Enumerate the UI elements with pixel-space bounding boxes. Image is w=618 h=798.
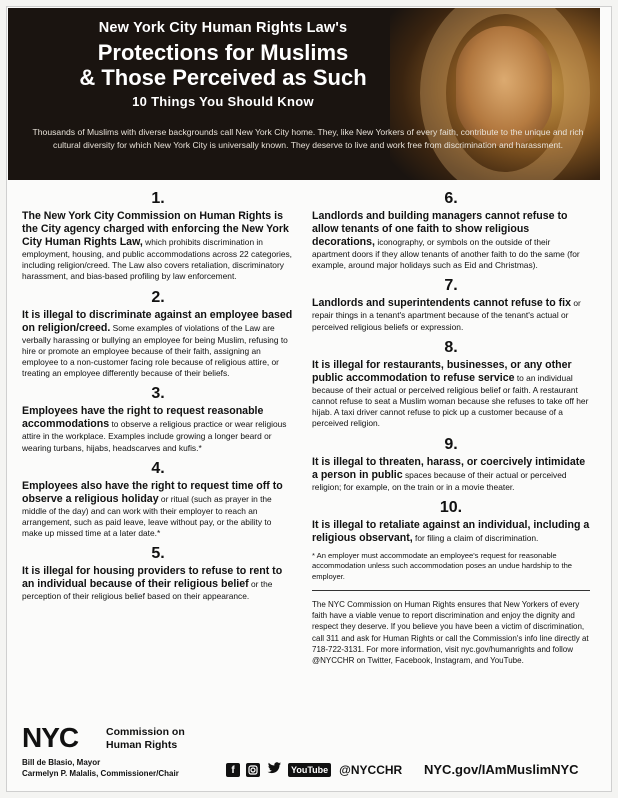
youtube-icon[interactable]: YouTube [288,763,331,777]
item-lead: Employees have the right to request reasonable accommodations [22,405,264,431]
item-lead: It is illegal for restaurants, businesses, or any other public accommodation to refuse service [312,358,572,384]
nyc-logo-text: NYC [22,724,79,750]
item-number: 9. [444,435,458,453]
list-item [22,385,294,453]
list-item [312,339,590,430]
item-body: Some examples of violations of the Law are verbally harassing or bullying an employee for being Muslim, refusing to hire or promote an employee because of their faith, assigning an employee to a non-customer facing role because of religious attire, or treating an employee differently because of their beliefs. [22,322,288,379]
item-number: 5. [151,545,165,563]
commissioner-name: Carmelyn P. Malalis, Commissioner/Chair [22,768,179,778]
campaign-url[interactable]: NYC.gov/IAmMuslimNYC [424,762,579,777]
officials [22,758,179,779]
item-body: to an individual because of their actual or perceived religious belief or faith. A restaurant cannot refuse to seat a Muslim woman because she refuses to take off her hijab. A taxi driver cannot refuse to pick up a customer because of a perceived religion. [312,372,589,429]
header-title-line1: Protections for Muslims [97,40,349,65]
list-item [312,277,590,332]
left-column [22,190,294,609]
twitter-icon[interactable] [266,761,282,780]
commission-name-line1: Commission on [106,726,185,738]
item-lead: Landlords and building managers cannot refuse to allow tenants of one faith to show religious decorations, [312,210,568,248]
item-lead: It is illegal to retaliate against an individual, including a religious observant, [312,518,590,544]
header-subtitle: New York City Human Rights Law's [98,20,348,36]
item-body: iconography, or symbols on the outside of their apartment doors if they allow tenants of another faith to do the same (for example, around major holidays such as Eid and Christmas). [312,237,580,271]
item-number: 6. [444,190,458,207]
item-number: 10. [439,498,463,516]
social-links [226,760,402,780]
item-lead: It is illegal to discriminate against an employee based on religion/creed. [22,308,293,334]
item-number: 8. [444,338,458,356]
accommodation-footnote: * An employer must accommodate an employee's request for reasonable accommodation unless such accommodation poses an undue hardship to the employer. [312,550,573,581]
list-item [22,460,294,540]
item-lead: Landlords and superintendents cannot refuse to fix [312,297,571,310]
item-body: which prohibits discrimination in employment, housing, and public accommodations across 22 categories, including religion/creed. The Law also covers retaliation, discriminatory harassment, and bias-based profiling by law enforcement. [22,237,293,282]
instagram-icon[interactable] [246,763,260,777]
item-number: 4. [151,459,165,477]
item-number: 7. [444,277,458,295]
facebook-icon[interactable]: f [226,763,240,777]
item-number: 1. [151,190,165,207]
list-item [312,436,590,493]
header-tagline: 10 Things You Should Know [132,94,314,109]
nyc-logo [22,724,98,750]
item-lead: Employees also have the right to request time off to observe a religious holiday [22,479,283,505]
right-column [312,190,590,666]
item-body: or repair things in a tenant's apartment because of the tenant's actual or perceived religious beliefs or expression. [312,298,581,332]
item-lead: The New York City Commission on Human Rights is the City agency charged with enforcing the New York City Human Rights Law, [22,210,289,248]
item-body: or ritual (such as prayer in the middle of the day) and can work with their employer to reach an arrangement, such as paid leave, leave without pay, or the ability to make up missed time at a later date.* [22,493,272,539]
item-lead: It is illegal for housing providers to refuse to rent to an individual because of their religious belief [22,565,283,591]
header-intro: Thousands of Muslims with diverse backgrounds call New York City home. They, like New Yorkers of every faith, contribute to the unique and rich cultural diversity for which New York City is universally known. They deserve to live and work free from discrimination and harassment. [32,127,584,150]
commission-name [106,726,185,751]
item-body: for filing a claim of discrimination. [412,532,539,543]
header-title-line2: & Those Perceived as Such [79,65,367,90]
divider [312,590,590,591]
list-item [312,190,590,271]
header-banner [8,8,600,180]
commission-info: The NYC Commission on Human Rights ensures that New Yorkers of every faith have a viable venue to report discrimination and enjoy the dignity and respect they deserve. If you believe you have been a victim of discrimination, call 311 and ask for Human Rights or call the Commission's info line directly at 718-722-3131. For more information, visit nyc.gov/humanrights and follow @NYCCHR on Twitter, Facebook, Instagram, and YouTube. [312,600,589,666]
item-number: 2. [151,288,165,306]
item-number: 3. [151,385,165,403]
list-item [22,190,294,283]
mayor-name: Bill de Blasio, Mayor [22,758,101,767]
list-item [22,545,294,602]
item-lead: It is illegal to threaten, harass, or coercively intimidate a person in public [312,455,586,481]
item-body: to observe a religious practice or wear religious attire in the workplace. Examples include growing a longer beard or wearing turbans, hijabs, headscarves and kufis.* [22,419,287,453]
item-body: or the perception of their religious belief based on their appearance. [22,579,273,602]
header-title-block [8,20,438,109]
social-handle[interactable]: @NYCCHR [339,763,403,777]
commission-name-line2: Human Rights [106,738,178,751]
list-item [312,499,590,545]
list-item [22,289,294,380]
item-body: spaces because of their actual or perceived religion; for example, on the train or in a movie theater. [312,469,567,492]
